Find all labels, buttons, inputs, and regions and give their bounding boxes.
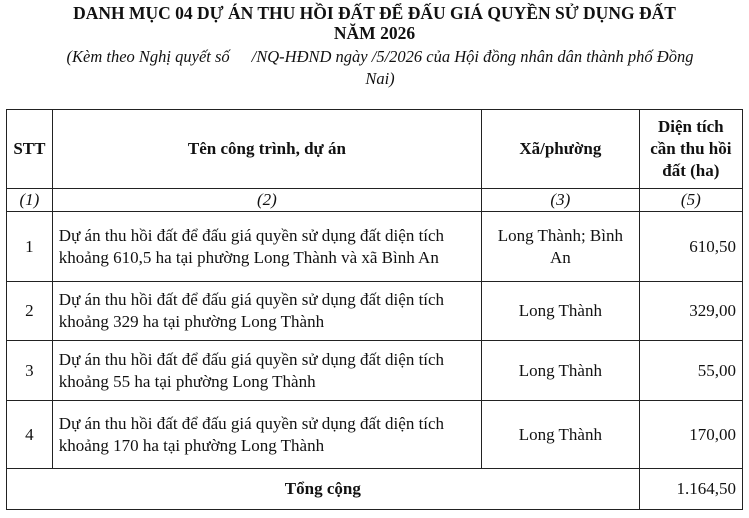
- table-header-row: [7, 110, 743, 189]
- header-stt: STT: [7, 110, 53, 189]
- table-row: [7, 282, 743, 341]
- row-project-name: Dự án thu hồi đất để đấu giá quyền sử dụng đất diện tích khoảng 55 ha tại phường Long Thành: [52, 341, 481, 401]
- row-project-name: Dự án thu hồi đất để đấu giá quyền sử dụng đất diện tích khoảng 610,5 ha tại phường Long Thành và xã Bình An: [52, 212, 481, 282]
- table-row: [7, 401, 743, 469]
- column-number-row: [7, 189, 743, 212]
- row-area: 610,50: [639, 212, 742, 282]
- row-project-name: Dự án thu hồi đất để đấu giá quyền sử dụng đất diện tích khoảng 170 ha tại phường Long Thành: [52, 401, 481, 469]
- colnum-area: (5): [639, 189, 742, 212]
- row-ward: Long Thành; Bình An: [482, 212, 640, 282]
- subtitle-part-1: (Kèm theo Nghị quyết số: [66, 47, 230, 66]
- document-subtitle: [20, 46, 740, 90]
- total-value: 1.164,50: [639, 469, 742, 510]
- header-area: Diện tích cần thu hồi đất (ha): [639, 110, 742, 189]
- row-project-name: Dự án thu hồi đất để đấu giá quyền sử dụng đất diện tích khoảng 329 ha tại phường Long Thành: [52, 282, 481, 341]
- subtitle-part-2: /NQ-HĐND ngày /5/2026 của Hội đồng nhân dân thành phố Đồng: [251, 47, 694, 66]
- row-area: 329,00: [639, 282, 742, 341]
- title-line-2: NĂM 2026: [333, 23, 416, 43]
- row-ward: Long Thành: [482, 341, 640, 401]
- subtitle-line-1: [20, 46, 740, 68]
- row-stt: 3: [7, 341, 53, 401]
- row-stt: 4: [7, 401, 53, 469]
- row-area: 55,00: [639, 341, 742, 401]
- total-label: Tổng cộng: [7, 469, 640, 510]
- colnum-name: (2): [52, 189, 481, 212]
- colnum-ward: (3): [482, 189, 640, 212]
- header-name: Tên công trình, dự án: [52, 110, 481, 189]
- row-stt: 1: [7, 212, 53, 282]
- table-row: [7, 341, 743, 401]
- row-area: 170,00: [639, 401, 742, 469]
- colnum-stt: (1): [7, 189, 53, 212]
- header-ward: Xã/phường: [482, 110, 640, 189]
- row-stt: 2: [7, 282, 53, 341]
- title-line-1: DANH MỤC 04 DỰ ÁN THU HỒI ĐẤT ĐỂ ĐẤU GIÁ QUYỀN SỬ DỤNG ĐẤT: [73, 3, 676, 23]
- row-ward: Long Thành: [482, 282, 640, 341]
- project-table: [6, 109, 743, 510]
- document-title: [0, 3, 749, 43]
- total-row: [7, 469, 743, 510]
- subtitle-line-2: Nai): [365, 69, 395, 88]
- row-ward: Long Thành: [482, 401, 640, 469]
- table-row: [7, 212, 743, 282]
